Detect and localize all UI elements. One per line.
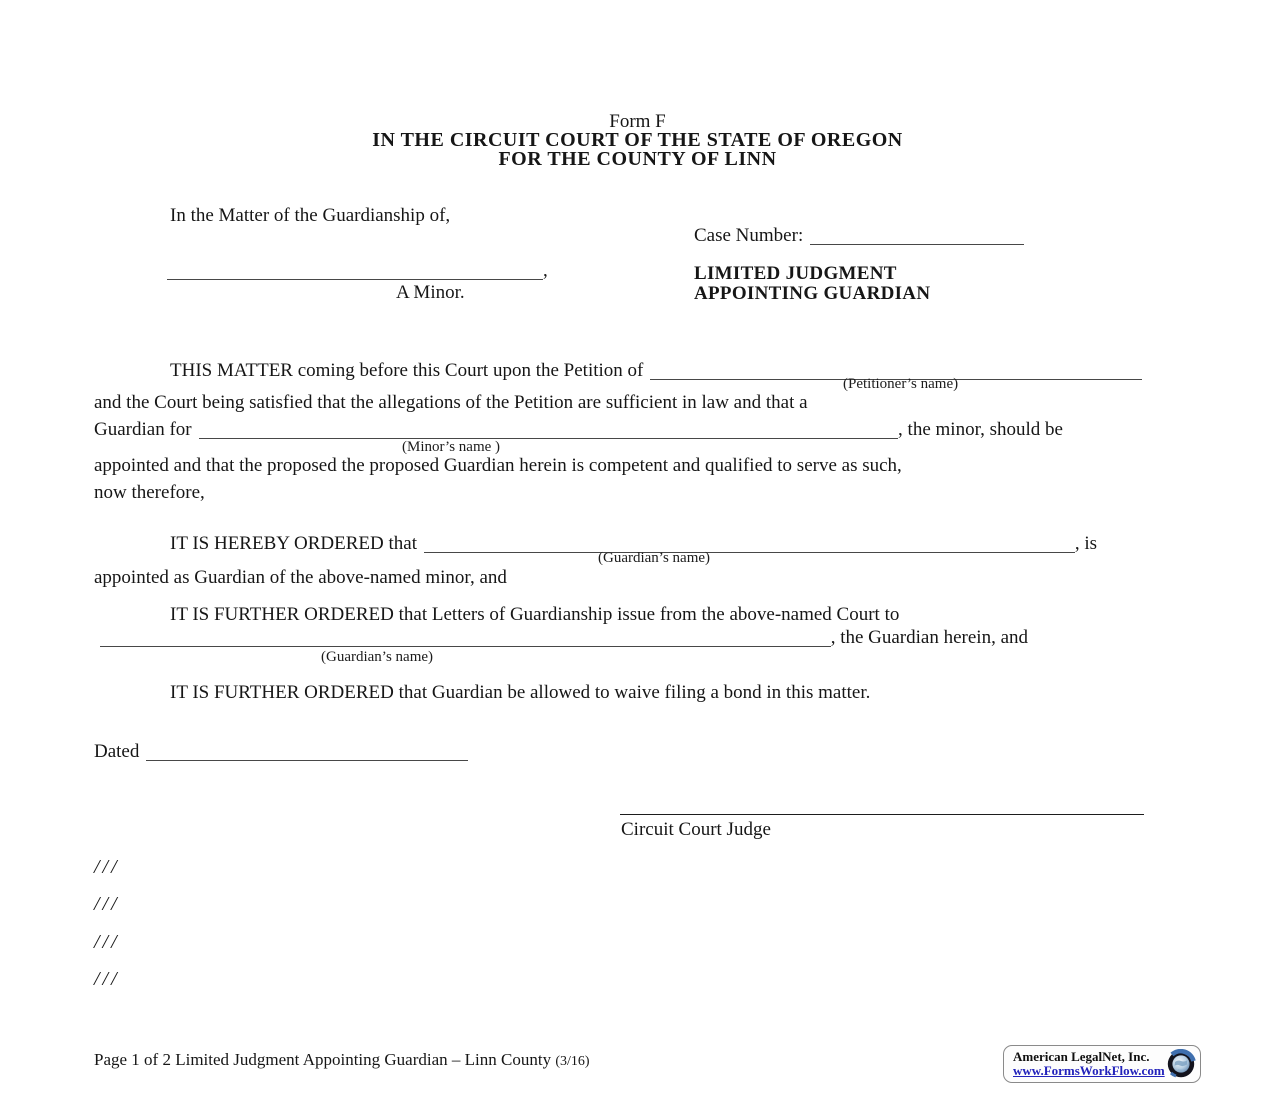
hereby-ordered-post: , is <box>1074 533 1097 554</box>
judge-signature-label: Circuit Court Judge <box>621 819 771 840</box>
form-label: Form F <box>609 111 666 132</box>
guardian-for-pre: Guardian for <box>94 419 192 440</box>
globe-logo-icon <box>1166 1049 1196 1079</box>
hereby-ordered-pre: IT IS HEREBY ORDERED that <box>170 533 417 554</box>
para1-line2: and the Court being satisfied that the allegations of the Petition are sufficient in law and that a <box>94 392 808 413</box>
court-title-line2: FOR THE COUNTY OF LINN <box>498 148 777 170</box>
para1-line5: now therefore, <box>94 482 205 503</box>
petitioner-name-hint: (Petitioner’s name) <box>843 376 959 392</box>
footer-revision: (3/16) <box>555 1054 590 1069</box>
formsworkflow-link[interactable]: www.FormsWorkFlow.com <box>1013 1063 1165 1078</box>
guardian-name-blank-1[interactable] <box>424 550 1075 553</box>
a-minor-label: A Minor. <box>396 282 465 303</box>
dated-blank[interactable] <box>146 758 468 761</box>
guardian-for-line <box>94 416 1063 439</box>
continuation-slashes: /// <box>94 931 120 953</box>
minor-name-hint: (Minor’s name ) <box>402 439 501 455</box>
minor-name-blank[interactable] <box>199 436 898 439</box>
guardian-name-blank-2[interactable] <box>100 644 831 647</box>
continuation-slashes: /// <box>94 893 120 915</box>
continuation-slashes: /// <box>94 968 120 990</box>
guardian-herein-line <box>100 624 1028 647</box>
court-title-line1: IN THE CIRCUIT COURT OF THE STATE OF OREGON <box>372 129 903 151</box>
bond-waiver-line: IT IS FURTHER ORDERED that Guardian be allowed to waive filing a bond in this matter. <box>170 682 871 703</box>
guardian-name-hint-1: (Guardian’s name) <box>598 550 711 566</box>
case-number-blank[interactable] <box>810 242 1024 245</box>
para2-line2: appointed as Guardian of the above-named minor, and <box>94 567 507 588</box>
para1-line4: appointed and that the proposed the proposed Guardian herein is competent and qualified to serve as such, <box>94 455 902 476</box>
judgment-title-line2: APPOINTING GUARDIAN <box>694 283 931 304</box>
vendor-stamp <box>1003 1045 1201 1083</box>
judge-signature-line[interactable] <box>620 814 1144 815</box>
matter-caption: In the Matter of the Guardianship of, <box>170 205 451 226</box>
minor-name-caption-blank[interactable] <box>167 277 543 280</box>
continuation-slashes: /// <box>94 856 120 878</box>
case-number-line <box>694 222 1024 245</box>
footer-page-info: Page 1 of 2 Limited Judgment Appointing Guardian – Linn County <box>94 1050 556 1069</box>
dated-line <box>94 738 468 761</box>
petition-line <box>170 357 1142 380</box>
guardian-herein-post: , the Guardian herein, and <box>830 627 1028 648</box>
minor-name-caption-line <box>167 257 553 280</box>
guardian-for-post: , the minor, should be <box>898 419 1063 440</box>
case-number-label: Case Number: <box>694 225 804 246</box>
caption-comma: , <box>543 260 548 281</box>
petition-line-text: THIS MATTER coming before this Court upon the Petition of <box>170 360 644 381</box>
dated-label: Dated <box>94 741 140 762</box>
guardian-name-hint-2: (Guardian’s name) <box>321 649 434 665</box>
vendor-name: American LegalNet, Inc. <box>1013 1049 1150 1064</box>
judgment-title-line1: LIMITED JUDGMENT <box>694 263 897 284</box>
further-ordered-line1: IT IS FURTHER ORDERED that Letters of Guardianship issue from the above-named Court to <box>170 604 900 625</box>
footer-line <box>94 1050 590 1070</box>
